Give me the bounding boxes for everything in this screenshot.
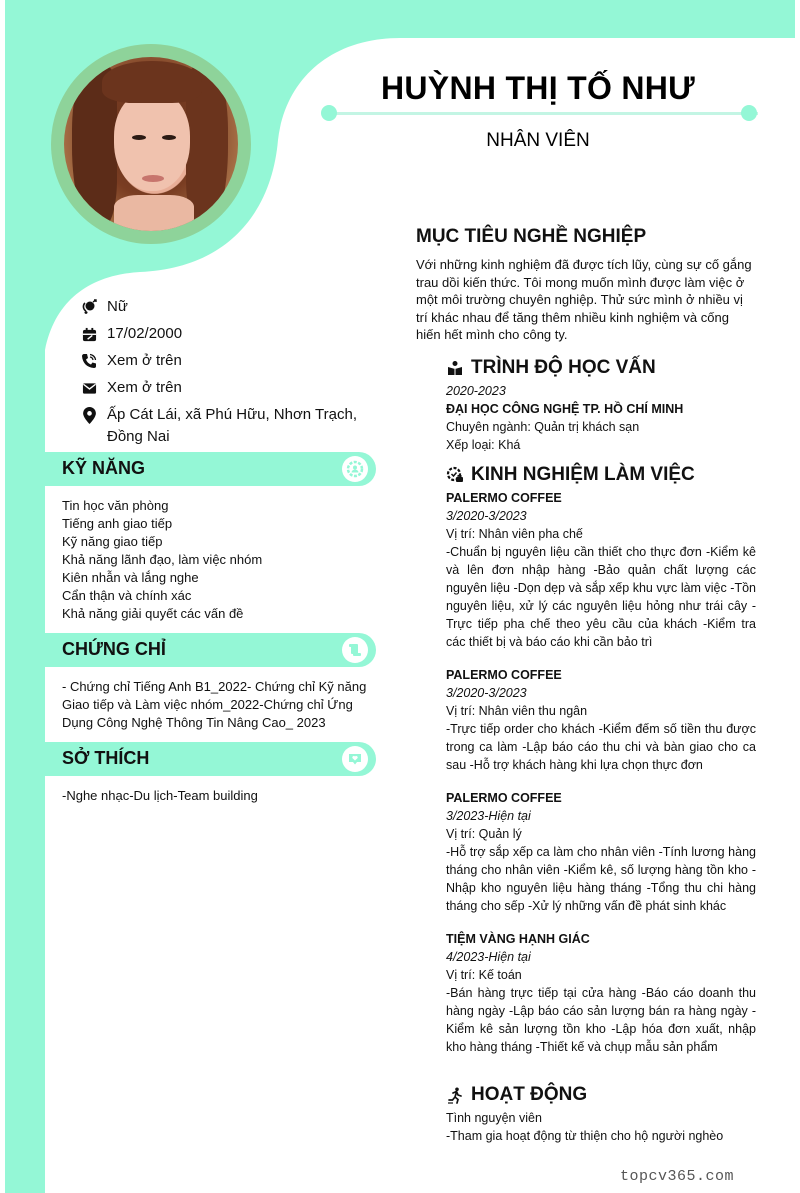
skills-title: KỸ NĂNG — [62, 458, 146, 478]
skill-item: Khả năng giải quyết các vấn đề — [62, 606, 244, 621]
divider-dot-left — [321, 105, 337, 121]
skill-item: Cẩn thận và chính xác — [62, 588, 192, 603]
experience-title: KINH NGHIỆM LÀM VIỆC — [471, 464, 695, 485]
contact-birthday — [80, 323, 380, 350]
skills-list — [62, 497, 372, 623]
watermark: topcv365.com — [620, 1168, 735, 1185]
divider-dot-right — [741, 105, 757, 121]
job-company: PALERMO COFFEE — [446, 491, 562, 505]
email-value: Xem ở trên — [107, 379, 182, 396]
activity-role: Tình nguyện viên — [446, 1111, 542, 1125]
skills-header — [45, 452, 376, 486]
job-role: Vị trí: Nhân viên thu ngân — [446, 704, 588, 718]
contact-email — [80, 377, 380, 404]
education-grade: Xếp loại: Khá — [446, 438, 521, 452]
hobbies-title: SỞ THÍCH — [62, 748, 150, 768]
education-period: 2020-2023 — [446, 384, 506, 398]
contact-gender — [80, 296, 380, 323]
calendar-icon — [80, 325, 98, 343]
contact-info — [80, 296, 380, 452]
gender-icon — [80, 298, 98, 316]
candidate-position: NHÂN VIÊN — [486, 130, 590, 151]
job-description: -Chuẩn bị nguyên liệu cần thiết cho thực đơn -Kiểm kê và lên đơn nhập hàng -Bảo quản chất lượng các nguyên liệu -Dọn dẹp và sắp xếp khu vực làm việc -Tồn nguyên liệu, xử lý các nguyên liệu hỏng như trái cây -Trực tiếp pha chế theo yêu cầu của khách -Kiểm tra các thiết bị và báo cáo khi cần bảo trì — [446, 545, 756, 649]
job-entry — [446, 930, 756, 1056]
certificates-header — [45, 633, 376, 667]
gear-briefcase-icon — [446, 466, 464, 484]
job-description: -Bán hàng trực tiếp tại cửa hàng -Báo cáo doanh thu hàng ngày -Lập báo cáo sản lượng bán ra hàng ngày -Kiểm kê sản lượng tồn kho -Lập hóa đơn xuất, nhập kho hàng tháng -Thiết kế và chụp mẫu sản phẩm — [446, 986, 756, 1054]
scroll-icon — [342, 637, 368, 663]
certificates-text: - Chứng chỉ Tiếng Anh B1_2022- Chứng chỉ Kỹ năng Giao tiếp và Làm việc nhóm_2022-Chứng chỉ Ứng Dụng Công Nghệ Thông Tin Nâng Cao_ 2023 — [62, 679, 367, 730]
skill-item: Kiên nhẫn và lắng nghe — [62, 570, 199, 585]
education-title: TRÌNH ĐỘ HỌC VẤN — [471, 357, 656, 378]
contact-address — [80, 404, 380, 452]
hobbies-header — [45, 742, 376, 776]
hobbies-text: -Nghe nhạc-Du lịch-Team building — [62, 788, 258, 803]
gender-value: Nữ — [107, 298, 128, 315]
education-school: ĐẠI HỌC CÔNG NGHỆ TP. HỒ CHÍ MINH — [446, 402, 684, 416]
certificates-title: CHỨNG CHỈ — [62, 639, 166, 659]
book-reader-icon — [446, 359, 464, 377]
skills-gear-user-icon — [342, 456, 368, 482]
job-period: 3/2020-3/2023 — [446, 686, 527, 700]
education-header — [446, 355, 756, 381]
job-company: PALERMO COFFEE — [446, 668, 562, 682]
phone-icon — [80, 352, 98, 370]
job-company: PALERMO COFFEE — [446, 791, 562, 805]
job-entry — [446, 789, 756, 915]
activities-title: HOẠT ĐỘNG — [471, 1084, 588, 1105]
running-person-icon — [446, 1086, 464, 1104]
address-value: Ấp Cát Lái, xã Phú Hữu, Nhơn Trạch, Đồng Nai — [107, 406, 357, 445]
activity-description: -Tham gia hoạt động từ thiện cho hộ người nghèo — [446, 1129, 724, 1143]
skill-item: Khả năng lãnh đạo, làm việc nhóm — [62, 552, 263, 567]
activities-section — [446, 1082, 756, 1145]
job-description: -Trực tiếp order cho khách -Kiểm đếm số tiền thu được trong ca làm -Lập báo cáo thu chi và bàn giao cho ca sau -Hỗ trợ khách hàng khi lựa chọn thực đơn — [446, 722, 756, 772]
activities-header — [446, 1082, 756, 1108]
map-pin-icon — [80, 406, 98, 424]
envelope-icon — [80, 379, 98, 397]
education-section — [446, 355, 756, 454]
candidate-name: HUỲNH THỊ TỐ NHƯ — [380, 70, 695, 106]
job-period: 4/2023-Hiện tại — [446, 950, 531, 964]
skill-item: Tin học văn phòng — [62, 498, 169, 513]
title-divider — [328, 112, 758, 115]
objective-text: Với những kinh nghiệm đã được tích lũy, cùng sự cố gắng trau dồi kiến thức. Tôi mong muốn mình được làm việc ở một môi trường chuyên nghiệp. Thử sức mình ở nhiều vị trí khác nhau để tăng thêm nhiều kinh nghiệm và cống hiến hết mình cho công ty. — [416, 257, 752, 343]
job-description: -Hỗ trợ sắp xếp ca làm cho nhân viên -Tính lương hàng tháng cho nhân viên -Kiểm kê, số lượng hàng tồn kho -Nhập kho nguyên liệu hàng tháng -Tổng thu chi hàng tháng cho sếp -Xử lý những vấn đề phát sinh khác — [446, 845, 756, 913]
job-period: 3/2020-3/2023 — [446, 509, 527, 523]
job-role: Vị trí: Quản lý — [446, 827, 522, 841]
skill-item: Tiếng anh giao tiếp — [62, 516, 173, 531]
birthday-value: 17/02/2000 — [107, 325, 183, 342]
skill-item: Kỹ năng giao tiếp — [62, 534, 163, 549]
experience-header — [446, 462, 756, 488]
job-company: TIỆM VÀNG HẠNH GIÁC — [446, 932, 590, 946]
job-entry — [446, 666, 756, 774]
experience-section — [446, 462, 756, 1071]
contact-phone — [80, 350, 380, 377]
avatar — [64, 57, 238, 231]
job-period: 3/2023-Hiện tại — [446, 809, 531, 823]
job-entry — [446, 489, 756, 651]
job-role: Vị trí: Kế toán — [446, 968, 522, 982]
heart-message-icon — [342, 746, 368, 772]
job-role: Vị trí: Nhân viên pha chế — [446, 527, 583, 541]
objective-title: MỤC TIÊU NGHỀ NGHIỆP — [416, 226, 647, 247]
education-major: Chuyên ngành: Quản trị khách sạn — [446, 420, 640, 434]
phone-value: Xem ở trên — [107, 352, 182, 369]
